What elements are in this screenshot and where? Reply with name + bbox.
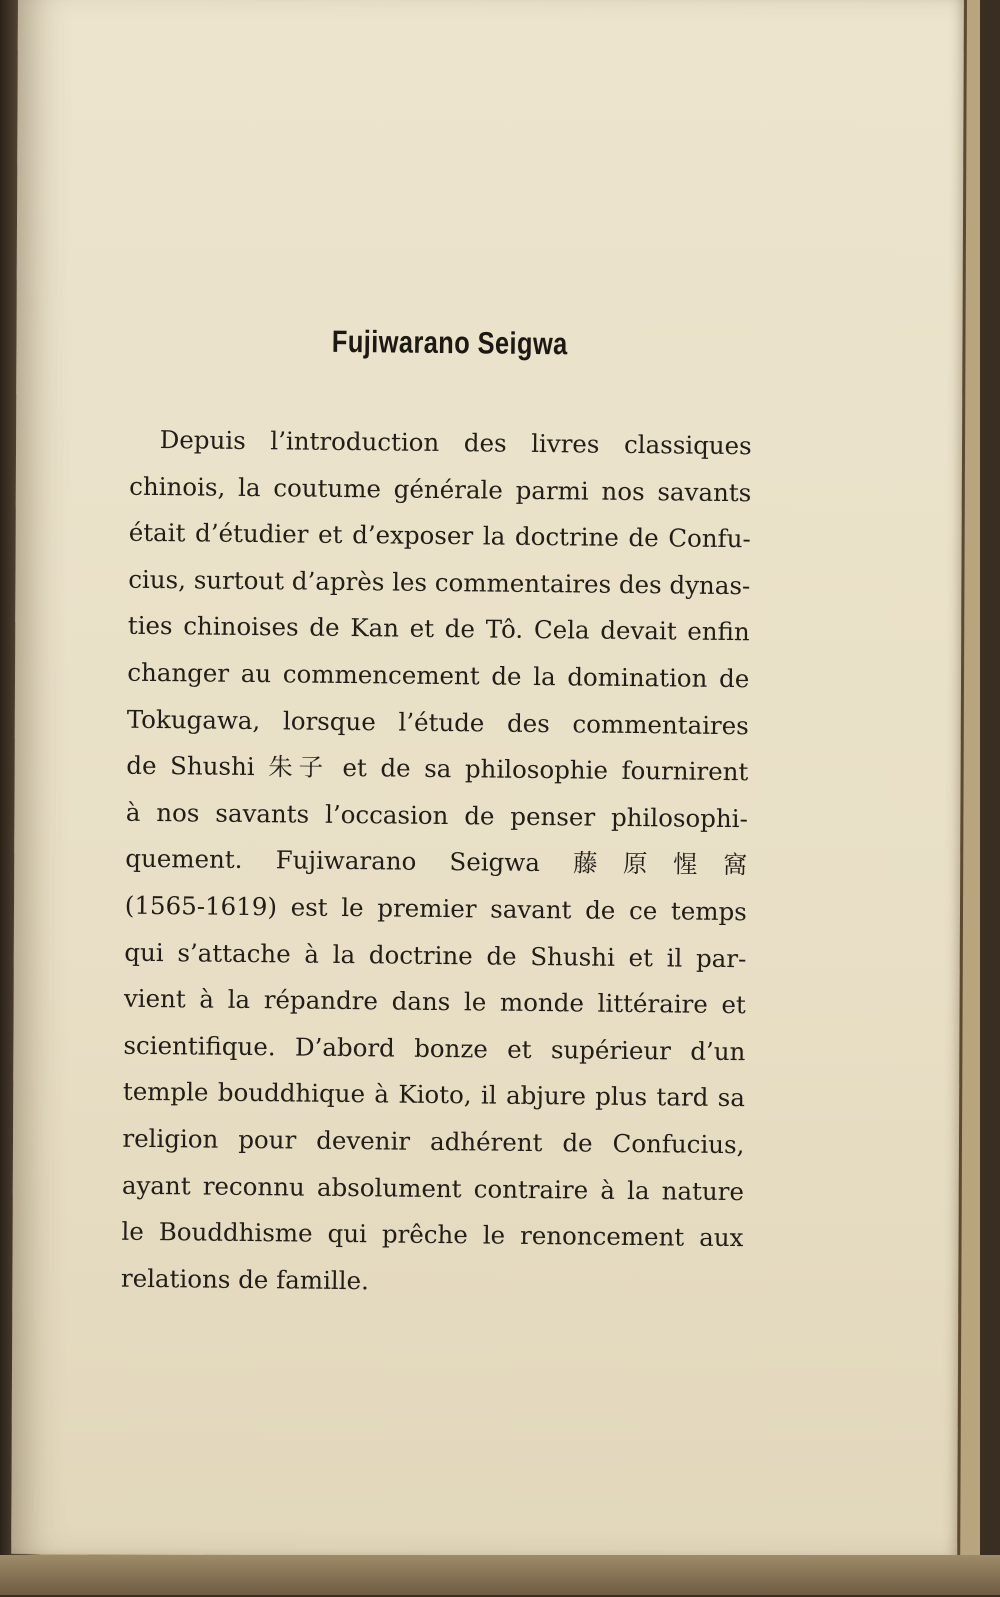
text-line: vient à la répandre dans le monde littéraire et bbox=[123, 983, 747, 1020]
text-line: cius, surtout d’après les commentaires des dynas- bbox=[128, 564, 751, 601]
text-line: ties chinoises de Kan et de Tô. Cela devait enfin bbox=[127, 611, 750, 647]
text-line: changer au commencement de la domination de bbox=[127, 657, 750, 694]
page-title: Fujiwarano Seigwa bbox=[331, 323, 568, 362]
text-line: quement. Fujiwarano Seigwa 藤原惺窩 bbox=[125, 844, 748, 880]
text-line: le Bouddhisme qui prêche le renoncement aux bbox=[121, 1216, 744, 1253]
text-line: Depuis l’introduction des livres classiques bbox=[159, 425, 752, 461]
text-line: ayant reconnu absolument contraire à la nature bbox=[121, 1170, 745, 1206]
text-line: scientifique. D’abord bonze et supérieur d’un bbox=[123, 1030, 746, 1066]
text-line: relations de famille. bbox=[120, 1263, 370, 1295]
text-line: était d’étudier et d’exposer la doctrine de Confu- bbox=[128, 517, 751, 554]
text-line: Tokugawa, lorsque l’étude des commentaires bbox=[126, 704, 749, 740]
text-line: religion pour devenir adhérent de Confucius, bbox=[122, 1123, 745, 1160]
text-line: de Shushi 朱子 et de sa philosophie fournirent bbox=[126, 750, 749, 787]
text-line: à nos savants l’occasion de penser philosophi- bbox=[125, 797, 748, 833]
body-text bbox=[121, 417, 752, 1309]
text-line: (1565-1619) est le premier savant de ce temps bbox=[124, 890, 747, 927]
text-line: temple bouddhique à Kioto, il abjure plus tard sa bbox=[122, 1077, 746, 1113]
text-line: chinois, la coutume générale parmi nos savants bbox=[129, 471, 752, 507]
text-line: qui s’attache à la doctrine de Shushi et il par- bbox=[124, 937, 747, 973]
